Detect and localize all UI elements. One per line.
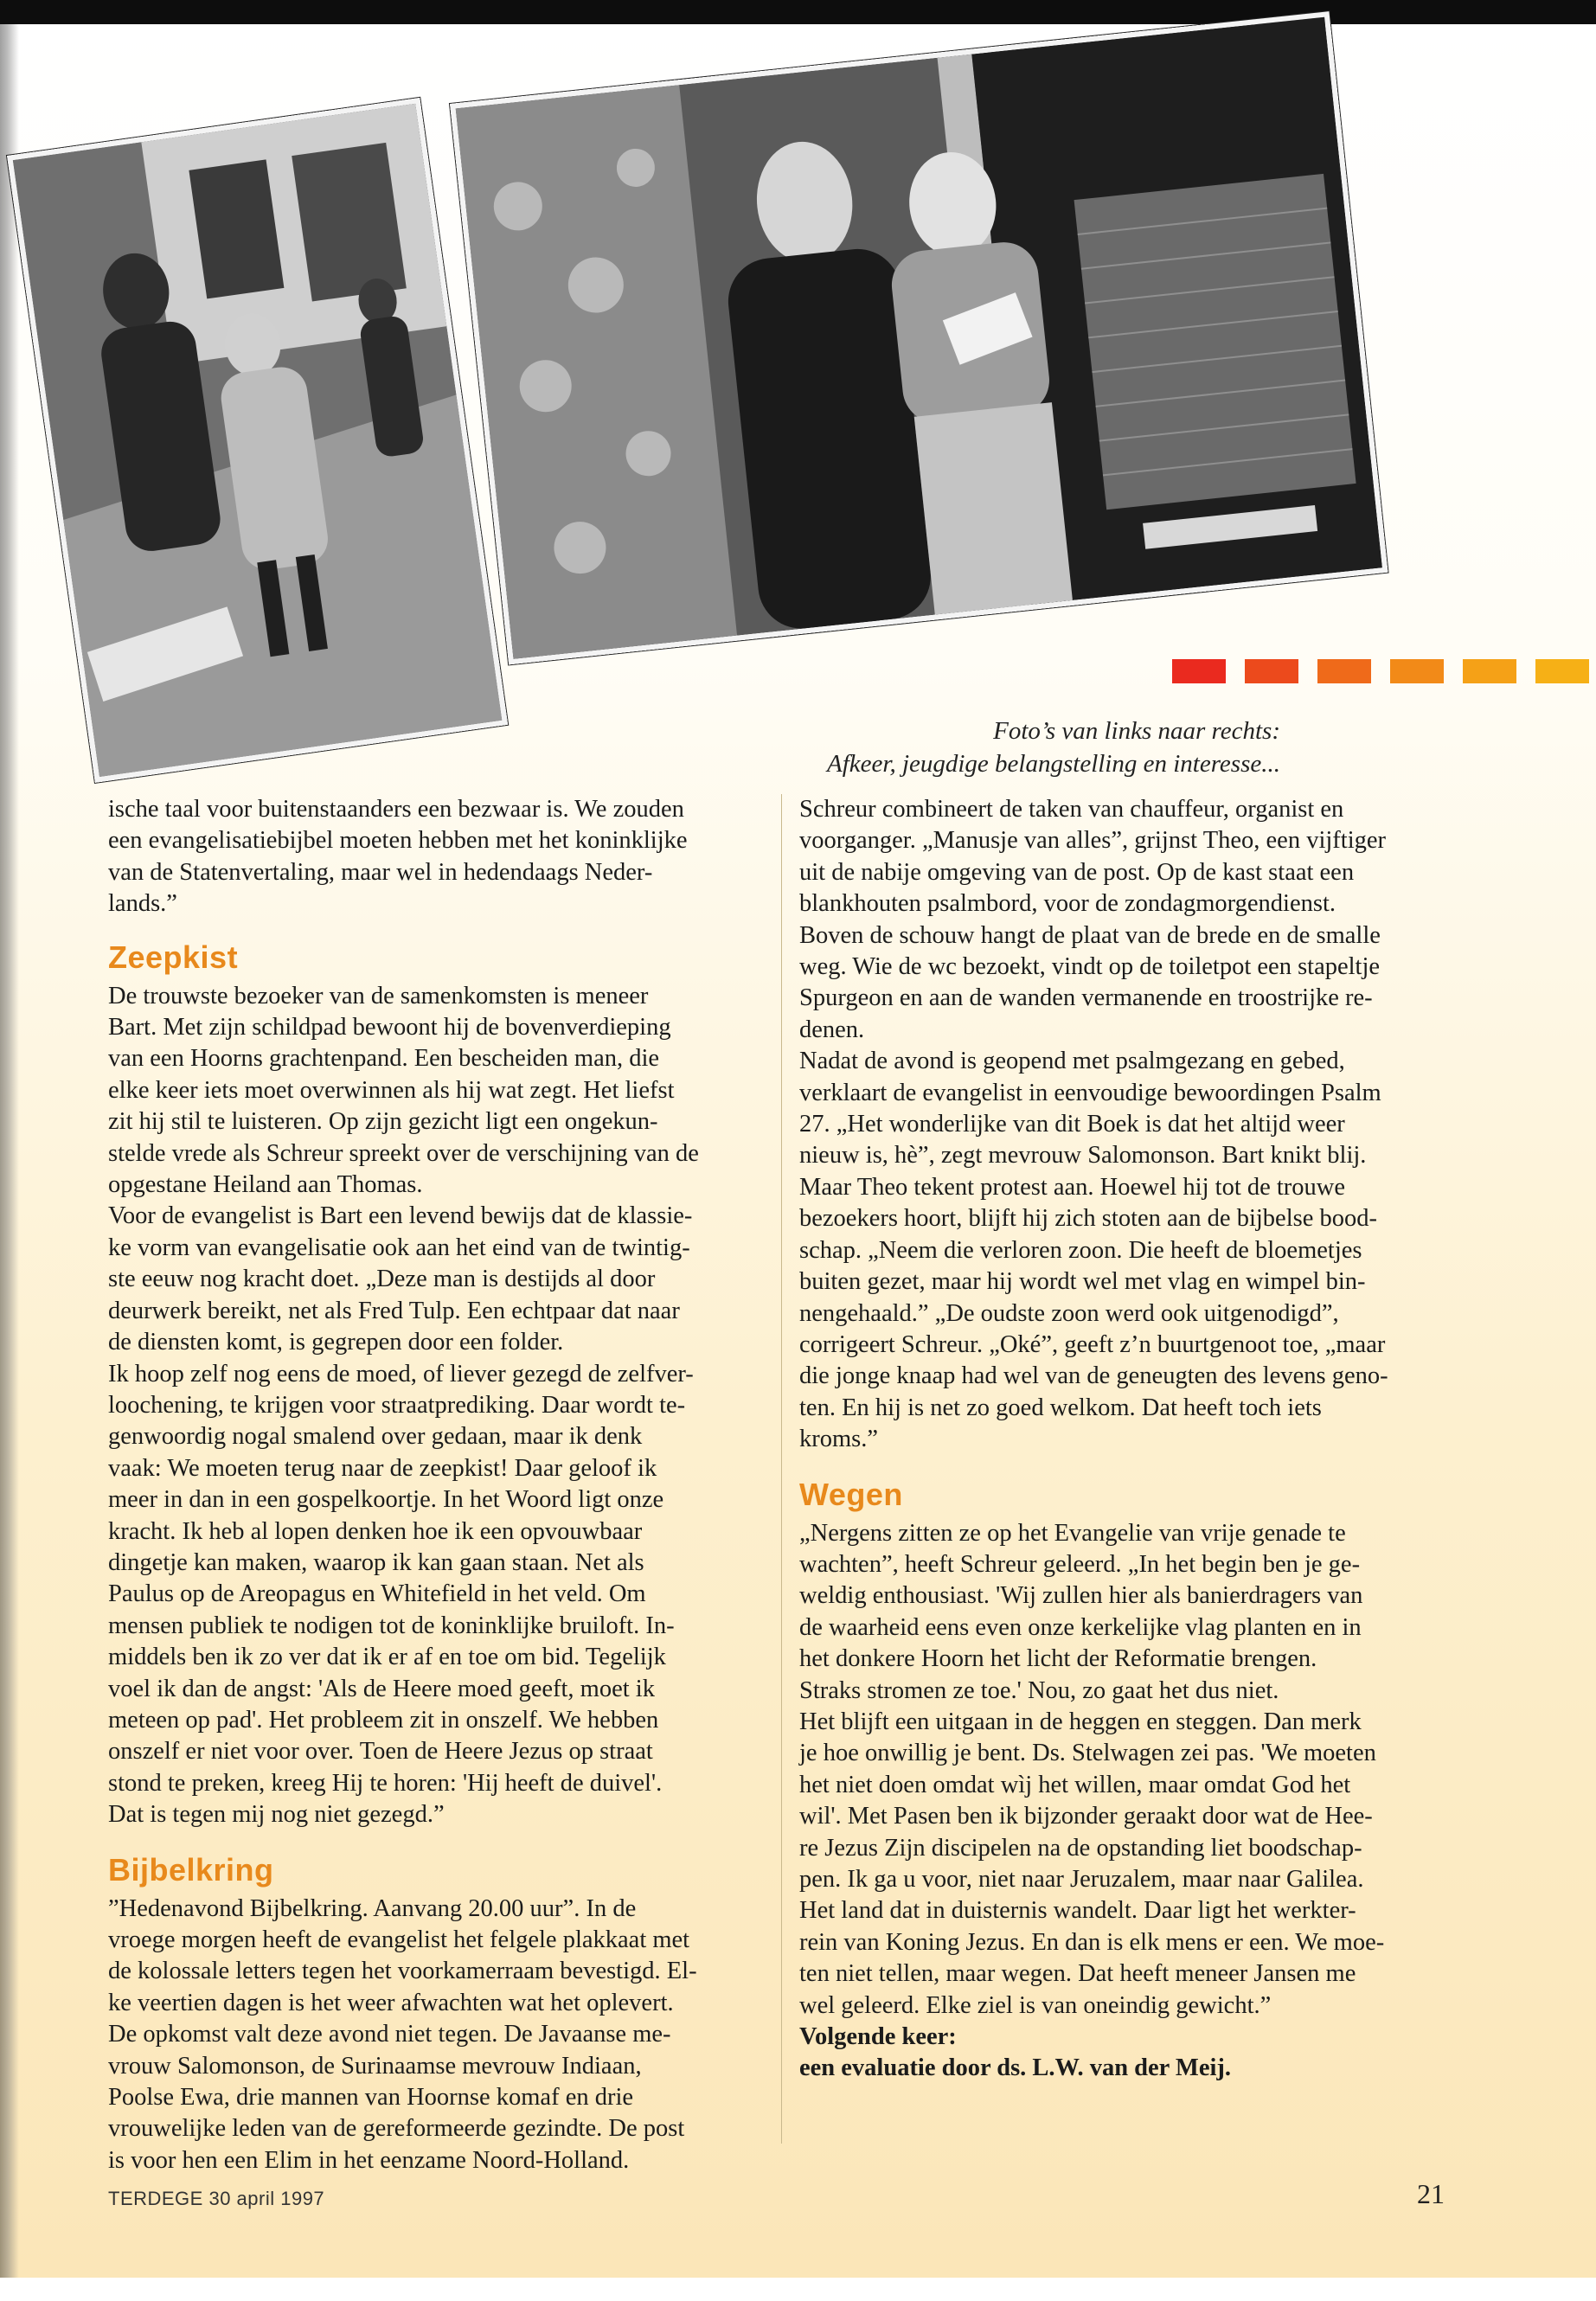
text-line: Boven de schouw hangt de plaat van de brede en de smalle: [799, 921, 1381, 949]
text-line: elke keer iets moet overwinnen als hij wat zegt. Het liefst: [108, 1076, 675, 1104]
text-line: Straks stromen ze toe.' Nou, zo gaat het dus niet.: [799, 1676, 1279, 1704]
text-line: wel geleerd. Elke ziel is van oneindig gewicht.”: [799, 1991, 1272, 2019]
text-line: je hoe onwillig je bent. Ds. Stelwagen zei pas. 'We moeten: [799, 1740, 1376, 1767]
text-line: ische taal voor buitenstaanders een bezwaar is. We zouden: [108, 796, 684, 823]
text-line: het niet doen omdat wìj het willen, maar omdat God het: [799, 1771, 1351, 1798]
text-line: Het land dat in duisternis wandelt. Daar ligt het werkter-: [799, 1897, 1356, 1925]
intro-paragraph: [108, 794, 761, 920]
dash: [1535, 659, 1589, 683]
text-line: corrigeert Schreur. „Oké”, geeft z’n buurtgenoot toe, „maar: [799, 1330, 1386, 1358]
page-number: 21: [1417, 2178, 1445, 2209]
bijbelkring-paragraph: [108, 1894, 761, 2177]
text-line: Bart. Met zijn schildpad bewoont hij de bovenverdieping: [108, 1014, 671, 1042]
text-line: is voor hen een Elim in het eenzame Noord-Holland.: [108, 2146, 630, 2174]
right-paragraph-1: [799, 794, 1465, 1046]
text-line: meer in dan in een gospelkoortje. In het Woord ligt onze: [108, 1486, 664, 1514]
text-line: opgestane Heiland aan Thomas.: [108, 1171, 423, 1199]
text-line: Nadat de avond is geopend met psalmgezang en gebed,: [799, 1048, 1345, 1075]
text-line: De opkomst valt deze avond niet tegen. De Javaanse me-: [108, 2021, 671, 2048]
text-line: Spurgeon en aan de wanden vermanende en troostrijke re-: [799, 984, 1373, 1012]
text-line: ten. En hij is net zo goed welkom. Dat heeft toch iets: [799, 1394, 1322, 1421]
decorative-dash-bar: [1172, 659, 1596, 683]
text-line: ke vorm van evangelisatie ook aan het eind van de twintig-: [108, 1234, 690, 1261]
text-line: ”Hedenavond Bijbelkring. Aanvang 20.00 uur”. In de: [108, 1894, 637, 1922]
text-line: ten niet tellen, maar wegen. Dat heeft meneer Jansen me: [799, 1960, 1356, 1988]
text-line: denen.: [799, 1016, 865, 1043]
column-divider: [781, 794, 782, 2144]
wegen-paragraph-2: [799, 1707, 1465, 2022]
text-line: stond te preken, kreeg Hij te horen: 'Hij heeft de duivel'.: [108, 1769, 663, 1797]
text-line: stelde vrede als Schreur spreekt over de verschijning van de: [108, 1139, 699, 1167]
text-line: kroms.”: [799, 1426, 879, 1453]
text-line: ste eeuw nog kracht doet. „Deze man is destijds al door: [108, 1266, 656, 1293]
text-line: een evangelisatiebijbel moeten hebben met het koninklijke: [108, 827, 688, 855]
caption-line-1: Foto’s van links naar rechts:: [993, 717, 1280, 745]
text-line: middels ben ik zo ver dat ik er af en toe om bid. Tegelijk: [108, 1644, 666, 1671]
text-line: Voor de evangelist is Bart een levend bewijs dat de klassie-: [108, 1202, 693, 1230]
text-line: onszelf er niet voor over. Toen de Heere Jezus op straat: [108, 1738, 653, 1766]
next-issue: [799, 2022, 1465, 2085]
text-line: Schreur combineert de taken van chauffeur, organist en: [799, 796, 1344, 823]
footer-magazine: TERDEGE 30 april 1997: [108, 2188, 325, 2209]
left-column: [108, 794, 761, 2176]
right-column: [799, 794, 1465, 2085]
text-line: pen. Ik ga u voor, niet naar Jeruzalem, maar naar Galilea.: [799, 1866, 1364, 1893]
text-line: voorganger. „Manusje van alles”, grijnst Theo, een vijftiger: [799, 827, 1387, 855]
text-line: loochening, te krijgen voor straatprediking. Daar wordt te-: [108, 1391, 686, 1419]
text-line: bezoekers hoort, blijft hij zich stoten aan de bijbelse bood-: [799, 1205, 1377, 1233]
zeepkist-paragraph-2: [108, 1201, 761, 1358]
zeepkist-paragraph-3: [108, 1359, 761, 1831]
text-line: van de Statenvertaling, maar wel in hedendaags Neder-: [108, 858, 653, 886]
next-issue-text: een evaluatie door ds. L.W. van der Meij.: [799, 2054, 1232, 2082]
text-line: de kolossale letters tegen het voorkamerraam bevestigd. El-: [108, 1958, 697, 1985]
text-line: vroege morgen heeft de evangelist het felgele plakkaat met: [108, 1926, 690, 1953]
text-line: die jonge knaap had wel van de geneugten des levens geno-: [799, 1362, 1388, 1390]
text-line: Poolse Ewa, drie mannen van Hoornse komaf en drie: [108, 2084, 634, 2112]
binding-shadow: [0, 24, 19, 2278]
text-line: schap. „Neem die verloren zoon. Die heeft de bloemetjes: [799, 1236, 1362, 1264]
dash: [1172, 659, 1226, 683]
zeepkist-paragraph-1: [108, 981, 761, 1202]
text-line: Maar Theo tekent protest aan. Hoewel hij tot de trouwe: [799, 1173, 1346, 1201]
text-line: vrouw Salomonson, de Surinaamse mevrouw Indiaan,: [108, 2052, 642, 2080]
dash: [1463, 659, 1516, 683]
text-line: Paulus op de Areopagus en Whitefield in het veld. Om: [108, 1580, 646, 1608]
text-line: De trouwste bezoeker van de samenkomsten is meneer: [108, 982, 649, 1009]
text-line: van een Hoorns grachtenpand. Een bescheiden man, die: [108, 1045, 660, 1073]
text-line: voel ik dan de angst: 'Als de Heere moed geeft, moet ik: [108, 1675, 655, 1702]
text-line: Dat is tegen mij nog niet gezegd.”: [108, 1801, 445, 1829]
text-line: de waarheid eens even onze kerkelijke vlag planten en in: [799, 1613, 1362, 1641]
text-line: wil'. Met Pasen ben ik bijzonder geraakt door wat de Hee-: [799, 1803, 1373, 1830]
heading-zeepkist: Zeepkist: [108, 939, 239, 975]
photo-right-illustration: [456, 17, 1382, 659]
text-line: verklaart de evangelist in eenvoudige bewoordingen Psalm: [799, 1079, 1381, 1106]
text-line: het donkere Hoorn het licht der Reformatie brengen.: [799, 1645, 1317, 1673]
text-line: nieuw is, hè”, zegt mevrouw Salomonson. Bart knikt blij.: [799, 1142, 1367, 1170]
text-line: meteen op pad'. Het probleem zit in onszelf. We hebben: [108, 1706, 659, 1734]
text-line: vaak: We moeten terug naar de zeepkist! Daar geloof ik: [108, 1454, 657, 1482]
text-line: „Nergens zitten ze op het Evangelie van vrije genade te: [799, 1519, 1346, 1547]
heading-bijbelkring: Bijbelkring: [108, 1851, 274, 1888]
heading-wegen: Wegen: [799, 1476, 903, 1512]
photo-left-illustration: [13, 104, 503, 777]
next-issue-label: Volgende keer:: [799, 2023, 957, 2051]
text-line: 27. „Het wonderlijke van dit Boek is dat het altijd weer: [799, 1111, 1345, 1138]
text-line: ke veertien dagen is het weer afwachten wat het oplevert.: [108, 1989, 674, 2016]
text-line: re Jezus Zijn discipelen na de opstanding liet boodschap-: [799, 1834, 1362, 1862]
photo-caption: [744, 715, 1280, 780]
right-paragraph-2: [799, 1046, 1465, 1455]
dash: [1390, 659, 1444, 683]
text-line: vrouwelijke leden van de gereformeerde gezindte. De post: [108, 2115, 685, 2143]
caption-line-2: Afkeer, jeugdige belangstelling en interesse...: [826, 750, 1280, 778]
bottom-edge: [0, 2278, 1596, 2301]
text-line: buiten gezet, maar hij wordt wel met vlag en wimpel bin-: [799, 1268, 1366, 1296]
text-line: dingetje kan maken, waarop ik kan gaan staan. Net als: [108, 1548, 644, 1576]
text-line: genwoordig nogal smalend over gedaan, maar ik denk: [108, 1423, 643, 1451]
photo-left: [7, 98, 508, 783]
text-line: Ik hoop zelf nog eens de moed, of liever gezegd de zelfver-: [108, 1360, 694, 1388]
text-line: weg. Wie de wc bezoekt, vindt op de toiletpot een stapeltje: [799, 953, 1381, 981]
text-line: nengehaald.” „De oudste zoon werd ook uitgenodigd”,: [799, 1299, 1339, 1327]
text-line: de diensten komt, is gegrepen door een folder.: [108, 1329, 564, 1356]
photo-right: [450, 11, 1388, 664]
top-edge: [0, 0, 1596, 24]
dash: [1317, 659, 1371, 683]
text-line: Het blijft een uitgaan in de heggen en steggen. Dan merk: [799, 1708, 1362, 1735]
text-line: weldig enthousiast. 'Wij zullen hier als banierdragers van: [799, 1582, 1363, 1610]
text-line: lands.”: [108, 890, 177, 918]
dash: [1245, 659, 1298, 683]
text-line: uit de nabije omgeving van de post. Op de kast staat een: [799, 858, 1355, 886]
wegen-paragraph-1: [799, 1518, 1465, 1707]
text-line: kracht. Ik heb al lopen denken hoe ik een opvouwbaar: [108, 1517, 643, 1545]
text-line: rein van Koning Jezus. En dan is elk mens er een. We moe-: [799, 1928, 1385, 1956]
text-line: deurwerk bereikt, net als Fred Tulp. Een echtpaar dat naar: [108, 1297, 680, 1324]
text-line: wachten”, heeft Schreur geleerd. „In het begin ben je ge-: [799, 1550, 1361, 1578]
text-line: blankhouten psalmbord, voor de zondagmorgendienst.: [799, 890, 1336, 918]
text-line: mensen publiek te nodigen tot de koninklijke bruiloft. In-: [108, 1612, 675, 1639]
text-line: zit hij stil te luisteren. Op zijn gezicht ligt een ongekun-: [108, 1108, 658, 1136]
